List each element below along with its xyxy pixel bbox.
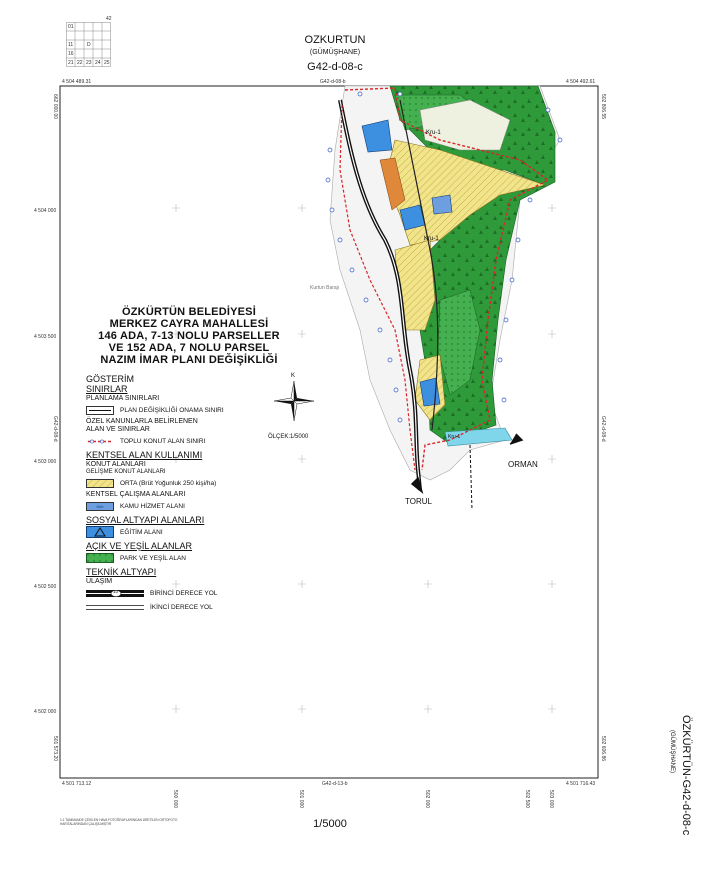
coord-bottom-left: 4 501 713.12 [62, 781, 92, 787]
province-title: (GÜMÜŞHANE) [309, 49, 361, 56]
road-number: 10 [113, 589, 119, 594]
legend-heading: GELİŞME KONUT ALANLARI [86, 469, 166, 475]
left-corner-bottom: 501 573.20 [52, 736, 58, 762]
legend-label: PLAN DEĞİŞİKLİĞİ ONAMA SINIRI [120, 406, 224, 414]
legend-row [86, 434, 276, 448]
index-cell: 01 [68, 24, 74, 30]
footer-scale: 1/5000 [313, 818, 347, 830]
plan-title-line: 146 ADA, 7-13 NOLU PARSELLER [98, 330, 280, 342]
index-cell: 23 [86, 60, 92, 66]
legend-heading: ÖZEL KANUNLARLA BELİRLENEN [86, 418, 198, 425]
legend-section: SINIRLAR [86, 384, 128, 394]
zone-label: Kru-1 [448, 434, 461, 440]
legend-label: BİRİNCİ DERECE YOL [150, 589, 218, 597]
northing-label: 4 502 500 [34, 584, 57, 590]
stream-label: Kurtun Barajı [310, 285, 340, 291]
legend-label: İKİNCİ DERECE YOL [150, 603, 213, 611]
right-corner-top: 502 806.55 [600, 94, 606, 120]
legend-heading: KONUT ALANLARI [86, 461, 146, 468]
north-compass [270, 373, 318, 433]
coord-top-right: 4 504 492.61 [566, 79, 596, 85]
legend [86, 374, 276, 614]
secondary-road-swatch-icon [86, 603, 144, 612]
compass-scale: ÖLÇEK:1/5000 [268, 434, 309, 440]
northing-label: 4 503 000 [34, 459, 57, 465]
easting-label: 500 000 [172, 790, 178, 809]
legend-row [86, 600, 276, 614]
compass-rose-icon [274, 381, 314, 421]
legend-row [86, 476, 276, 490]
public-service-swatch-icon: Kkh [86, 502, 114, 511]
side-sheet-name: ÖZKÜRTÜN-G42-d-08-c [680, 715, 692, 836]
legend-label: PARK VE YEŞİL ALAN [120, 554, 186, 562]
residential-swatch-icon [86, 479, 114, 488]
legend-heading: ALAN VE SINIRLAR [86, 426, 150, 433]
coord-bottom-right: 4 501 716.43 [566, 781, 596, 787]
legend-row [86, 586, 276, 600]
zone-label: Kru-1 [426, 130, 441, 136]
legend-section: KENTSEL ALAN KULLANIMI [86, 450, 203, 460]
legend-label: KAMU HİZMET ALANI [120, 502, 185, 510]
legend-row [86, 551, 276, 565]
easting-label: 503 000 [548, 790, 554, 809]
place-title: OZKURTUN [304, 34, 366, 46]
park-swatch-icon [86, 553, 114, 563]
plan-title-line: ÖZKÜRTÜN BELEDİYESİ [122, 306, 256, 318]
housing-boundary-swatch-icon [86, 437, 114, 446]
plan-title-line: VE 152 ADA, 7 NOLU PARSEL [108, 342, 270, 354]
legend-heading: ULAŞIM [86, 578, 113, 585]
legend-section: SOSYAL ALTYAPI ALANLARI [86, 515, 205, 525]
easting-label: 502 500 [524, 790, 530, 809]
local-road [470, 445, 472, 510]
plan-title-line: MERKEZ CAYRA MAHALLESİ [109, 318, 269, 330]
legend-row [86, 525, 276, 539]
legend-row [86, 499, 276, 513]
northing-label: 4 503 500 [34, 334, 57, 340]
right-corner-bottom: 502 606.86 [600, 736, 606, 762]
legend-label: ORTA (Brüt Yoğunluk 250 kişi/ha) [120, 479, 217, 487]
public-service-area [432, 195, 452, 214]
easting-label: 501 000 [298, 790, 304, 809]
plan-boundary-swatch-icon [86, 406, 114, 415]
northing-label: 4 502 000 [34, 709, 57, 715]
right-adjacent-sheet: G42-d-08-d [600, 416, 606, 442]
legend-title: GÖSTERİM [86, 374, 135, 384]
legend-section: TEKNİK ALTYAPI [86, 567, 157, 577]
left-corner-top: 662 000.00 [52, 94, 58, 120]
index-cell: D [87, 42, 91, 48]
education-swatch-icon [86, 526, 114, 538]
bottom-adjacent-sheet: G42-d-13-b [322, 781, 348, 787]
left-adjacent-sheet: G42-d-08-d [52, 416, 58, 442]
easting-label: 502 000 [424, 790, 430, 809]
legend-heading: KENTSEL ÇALIŞMA ALANLARI [86, 491, 186, 498]
plan-title-line: NAZIM İMAR PLANI DEĞİŞİKLİĞİ [100, 354, 278, 366]
index-cell: 16 [68, 51, 74, 57]
zone-label: Kru-1 [424, 236, 439, 242]
top-adjacent-sheet: G42-d-08-b [320, 79, 346, 85]
index-top-number: 42 [106, 16, 112, 22]
index-cell: 22 [77, 60, 83, 66]
north-label: K [291, 373, 296, 379]
index-cell: 25 [104, 60, 110, 66]
legend-row [86, 403, 276, 417]
index-cell: 11 [68, 42, 74, 48]
legend-heading: PLANLAMA SINIRLARI [86, 395, 160, 402]
orman-arrow [510, 434, 522, 444]
legend-section: AÇIK VE YEŞİL ALANLAR [86, 541, 193, 551]
side-province: (GÜMÜŞHANE) [669, 730, 675, 773]
legend-label: TOPLU KONUT ALAN SINIRI [120, 437, 206, 445]
legend-label: EĞİTİM ALANI [120, 528, 163, 536]
coord-top-left: 4 504 489.31 [62, 79, 92, 85]
torul-label: TORUL [405, 497, 432, 506]
northing-label: 4 504 000 [34, 208, 57, 214]
footer-note: 1:1 TANIMANDE ÇEKİLEN HAVA FOTOĞRAFLARINDAN ÜRETİLEN ORTOFOTO HARİTALARINDAN ÇALIŞILMIŞTIR [60, 818, 178, 826]
plan-title [78, 306, 300, 366]
sheet-title: G42-d-08-c [307, 61, 363, 73]
index-cell: 21 [68, 60, 74, 66]
orman-label: ORMAN [508, 460, 538, 469]
index-cell: 24 [95, 60, 101, 66]
